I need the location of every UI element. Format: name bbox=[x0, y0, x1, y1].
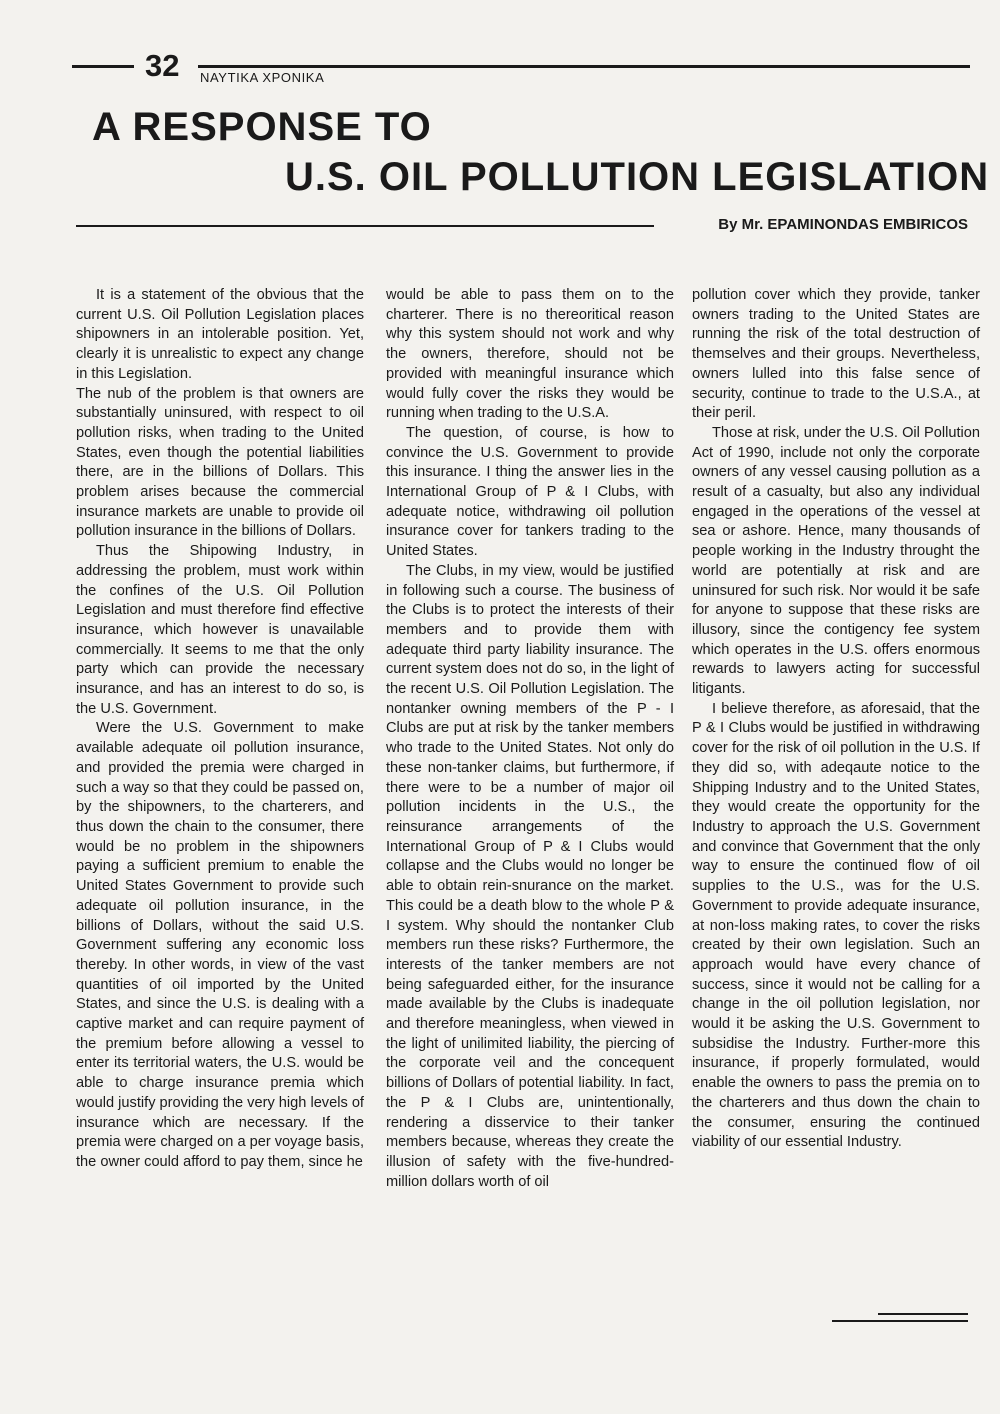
article-column-2 bbox=[386, 286, 674, 1192]
byline: By Mr. EPAMINONDAS EMBIRICOS bbox=[718, 216, 968, 233]
article-column-3 bbox=[692, 286, 980, 1153]
paragraph: It is a statement of the obvious that the current U.S. Oil Pollution Legislation places shipowners in an intolerable position. Yet, clearly it is unrealistic to expect any change in this Legislation. bbox=[76, 287, 364, 382]
journal-name: ΝΑΥΤΙΚΑ ΧΡΟΝΙΚΑ bbox=[200, 70, 325, 85]
paragraph: Those at risk, under the U.S. Oil Pollution Act of 1990, include not only the corporate owners of any vessel causing pollution as a result of a casualty, but also any individual engaged in the operations of the vessel at sea or ashore. Hence, many thousands of people working in the Industry throught the world are potentially at risk and are uninsured for such risk. Nor would it be safe for anyone to suppose that these risks are illusory, since the contigency fee system which operates in the U.S. offers enormous rewards to lawyers acting for successful litigants. bbox=[692, 424, 980, 698]
byline-rule bbox=[76, 225, 654, 227]
paragraph: I believe therefore, as aforesaid, that the P & I Clubs would be justified in withdrawing cover for the risk of oil pollution in the U.S. If they did so, with adeqaute notice to the Shipping Industry and to the United States, they would create the opportunity for the Industry to approach the U.S. Government and convince that Government that the only way to ensure the continued flow of oil supplies to the U.S., was for the U.S. Government to provide adequate insurance, at non-loss making rates, to cover the risks created by their own legislation. Such an approach would have every chance of success, since it would not be calling for a change in the oil pollution legislation, nor would it be asking the U.S. Government to subsidise the Industry. Further-more this insurance, if properly formulated, would enable the owners to pass the premia on to the charterers and thus down the chain to the consumer, ensuring the continued viability of our essential Industry. bbox=[692, 700, 980, 1151]
end-mark-rule-1 bbox=[878, 1313, 968, 1315]
header-rule-left bbox=[72, 65, 134, 68]
paragraph: The nub of the problem is that owners are substantially uninsured, with respect to oil pollution risks, when trading to the United States, even though the potential liabilities there, are in the billions of Dollars. This problem arises because the commercial insurance markets are unable to provide oil pollution insurance in the billions of Dollars. bbox=[76, 385, 364, 540]
paragraph: The Clubs, in my view, would be justified in following such a course. The business of the Clubs is to protect the interests of their members and to provide them with adequate third party liability insurance. The current system does not do so, in the light of the recent U.S. Oil Pollution Legislation. The nontanker owning members of the P - I Clubs are put at risk by the tanker members who trade to the United States. Not only do these non-tanker claims, but furthermore, if there were to be a number of major oil pollution incidents in the U.S., the reinsurance arrangements of the International Group of P & I Clubs would collapse and the Clubs would no longer be able to obtain rein-snurance on the market. This could be a death blow to the whole P & I system. Why should the nontanker Club members run these risks? Furthermore, the interests of the tanker members are not being safeguarded either, for the insurance made available by the Clubs is inadequate and therefore meaningless, when viewed in the light of unilimited liability, the piercing of the corporate veil and the concequent billions of Dollars of potential liability. In fact, the P & I Clubs are, unintentionally, rendering a disservice to their tanker members because, whereas they create the illusion of safety with the five-hundred-million dollars worth of oil bbox=[386, 562, 674, 1190]
paragraph: Thus the Shipowing Industry, in addressing the problem, must work within the confines of the U.S. Oil Pollution Legislation and must therefore find effective insurance, which however is unavailable commercially. It seems to me that the only party which can provide the necessary insurance, and has an interest to do so, is the U.S. Government. bbox=[76, 543, 364, 717]
paragraph: would be able to pass them on to the charterer. There is no thereoritical reason why this system should not work and why the owners, therefore, should not be provided with meaningful insurance which would fully cover the risks they would be running when trading to the U.S.A. bbox=[386, 287, 674, 422]
page-number: 32 bbox=[145, 48, 180, 83]
paragraph: Were the U.S. Government to make available adequate oil pollution insurance, and provided the premia were charged in such a way so that they could be passed on, by the shipowners, to the charterers, and thus down the chain to the consumer, there would be no problem in the shipowners paying a sufficient premium to enable the United States Government to provide such adequate oil pollution insurance, in the billions of Dollars, without the said U.S. Government suffering any economic loss thereby. In other words, in view of the vast quantities of oil imported by the United States, and since the U.S. is dealing with a captive market and can require payment of the premium before allowing a vessel to enter its territorial waters, the U.S. would be able to charge insurance premia which would justify providing the very high levels of insurance which are necessary. If the premia were charged on a per voyage basis, the owner could afford to pay them, since he bbox=[76, 720, 364, 1170]
article-title-line-2: U.S. OIL POLLUTION LEGISLATION bbox=[285, 155, 990, 199]
article-title-line-1: A RESPONSE TO bbox=[92, 105, 432, 149]
article-column-1 bbox=[76, 286, 364, 1173]
paragraph: pollution cover which they provide, tanker owners trading to the United States are running the risk of the total destruction of themselves and their groups. Nevertheless, owners lulled into this false sence of security, continue to trade to the U.S.A., at their peril. bbox=[692, 287, 980, 422]
end-mark-rule-2 bbox=[832, 1320, 968, 1322]
paragraph: The question, of course, is how to convince the U.S. Government to provide this insurance. I thing the answer lies in the International Group of P & I Clubs, with adequate notice, withdrawing oil pollution insurance cover for tankers trading to the United States. bbox=[386, 424, 674, 560]
